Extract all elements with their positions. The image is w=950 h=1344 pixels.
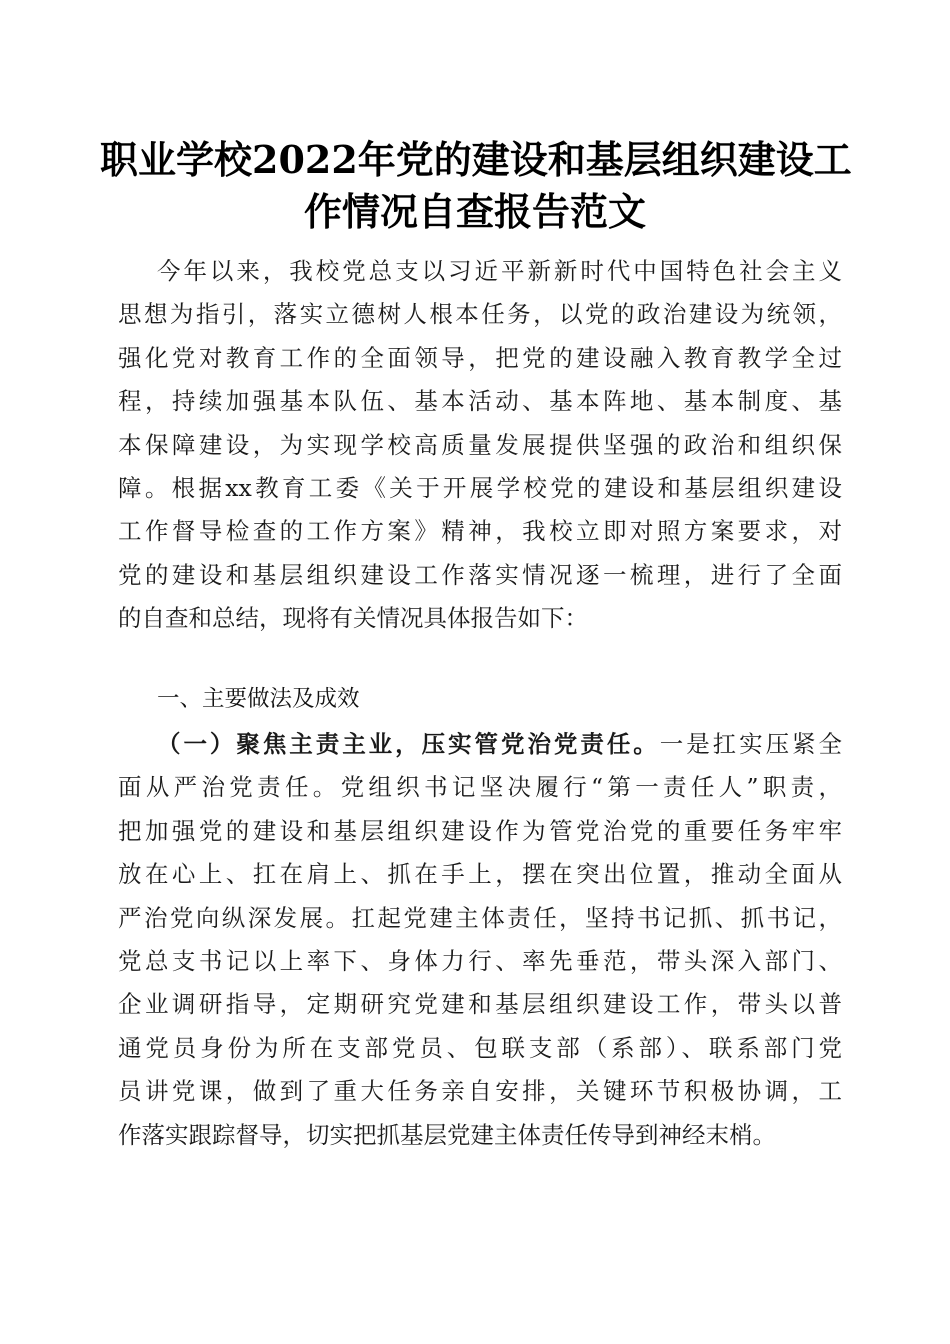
paragraph-line: 严治党向纵深发展。扛起党建主体责任，坚持书记抓、抓书记， xyxy=(118,903,842,932)
paragraph-line: 今年以来，我校党总支以习近平新新时代中国特色社会主义 xyxy=(157,257,842,285)
paragraph-line: 通党员身份为所在支部党员、包联支部（系部）、联系部门党 xyxy=(118,1033,842,1062)
paragraph-line: 工作督导检查的工作方案》精神，我校立即对照方案要求，对 xyxy=(118,517,842,546)
paragraph-line: 放在心上、扛在肩上、抓在手上，摆在突出位置，推动全面从 xyxy=(118,860,842,889)
paragraph-line: 障。根据xx教育工委《关于开展学校党的建设和基层组织建设 xyxy=(118,473,842,502)
paragraph-line: 把加强党的建设和基层组织建设作为管党治党的重要任务牢牢 xyxy=(118,816,842,845)
paragraph-line: 本保障建设，为实现学校高质量发展提供坚强的政治和组织保 xyxy=(118,430,842,459)
paragraph-line: 党的建设和基层组织建设工作落实情况逐一梳理，进行了全面 xyxy=(118,560,842,589)
paragraph-line: 企业调研指导，定期研究党建和基层组织建设工作，带头以普 xyxy=(118,990,842,1019)
document-title xyxy=(100,134,850,238)
paragraph-line: 党总支书记以上率下、身体力行、率先垂范，带头深入部门、 xyxy=(118,946,842,975)
title-line: 作情况自查报告范文 xyxy=(303,189,646,234)
paragraph-lead: （一）聚焦主责主业，压实管党治党责任。 xyxy=(157,730,660,758)
section-heading: 一、主要做法及成效 xyxy=(157,686,360,712)
intro-paragraph xyxy=(118,250,842,641)
paragraph-line: 员讲党课，做到了重大任务亲自安排，关键环节积极协调，工 xyxy=(118,1077,842,1106)
paragraph-line: 作落实跟踪督导，切实把抓基层党建主体责任传导到神经末梢。 xyxy=(118,1120,776,1149)
paragraph-line: 面从严治党责任。党组织书记坚决履行“第一责任人”职责， xyxy=(118,773,842,802)
paragraph-line: 思想为指引，落实立德树人根本任务，以党的政治建设为统领， xyxy=(118,300,842,329)
paragraph-first-line xyxy=(118,723,842,766)
paragraph-line: 程，持续加强基本队伍、基本活动、基本阵地、基本制度、基 xyxy=(118,387,842,416)
section-paragraph xyxy=(118,723,842,1157)
title-line: 职业学校2022年党的建设和基层组织建设工 xyxy=(100,137,852,182)
paragraph-line: 强化党对教育工作的全面领导，把党的建设融入教育教学全过 xyxy=(118,343,842,372)
paragraph-line: 的自查和总结，现将有关情况具体报告如下： xyxy=(118,604,588,633)
paragraph-lead-rest: 一是扛实压紧全 xyxy=(659,730,843,758)
